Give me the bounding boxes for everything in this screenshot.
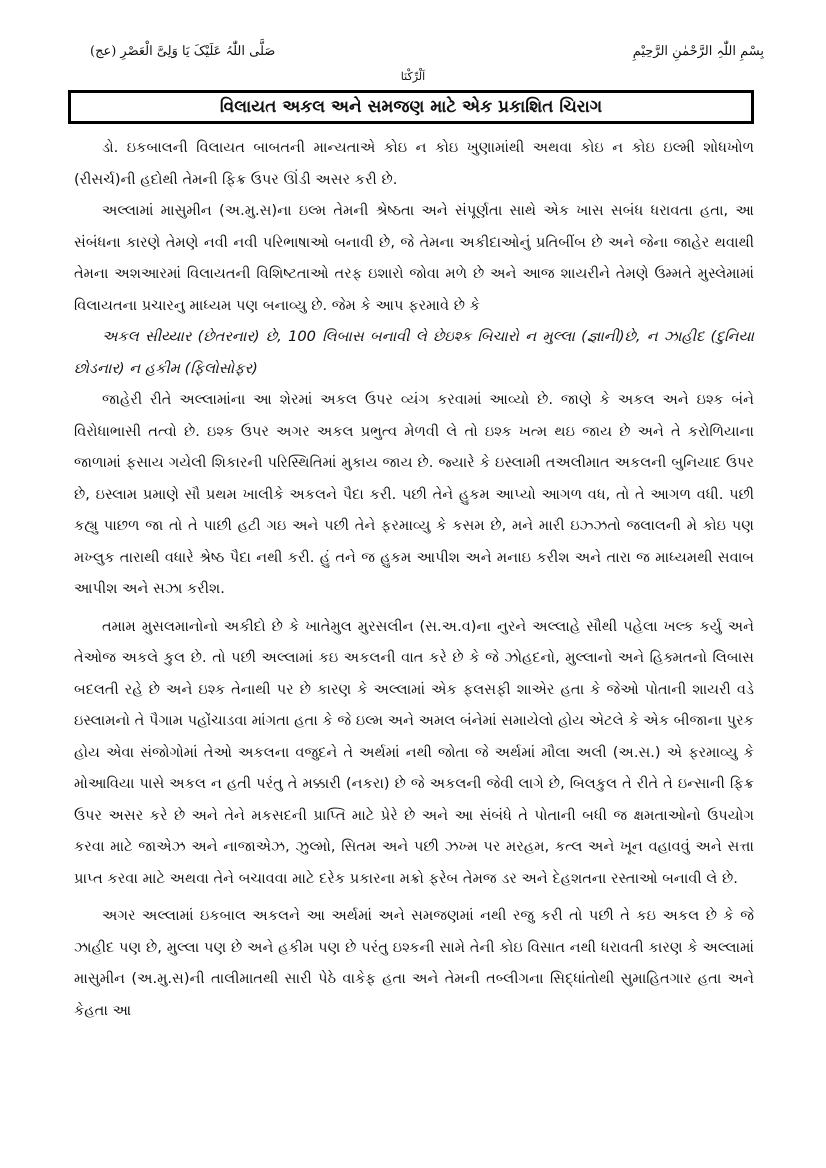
header-salutation: صَلَّی اللّٰہُ عَلَیْکَ یَا وَلِیَّ الْعَصْرِ (عج): [90, 44, 276, 59]
page-title: વિલાયત અકલ અને સમજણ માટે એક પ્રકાશિત ચિરાગ: [219, 97, 603, 117]
article-body: [74, 132, 754, 1026]
paragraph-1: ડો. ઇકબાલની વિલાયત બાબતની માન્યતાએ કોઇ ન કોઇ ખુણામાંથી અથવા કોઇ ન કોઇ ઇલ્મી શોધખોળ (રીસર્ચ)ની હદોથી તેમની ફિક્ર ઉપર ઊંડી અસર કરી છે.: [74, 139, 754, 188]
verse-quote: અકલ સીય્યાર (છેતરનાર) છે, 100 લિબાસ બનાવી લે છેઇશ્ક બિચારો ન મુલ્લા (જ્ઞાની)છે, ન ઝાહીદ (દુનિયા છોડનાર) ન હકીમ (ફિલોસોફર): [74, 328, 754, 377]
paragraph-5: અગર અલ્લામાં ઇકબાલ અકલને આ અર્થમાં અને સમજણમાં નથી રજુ કરી તો પછી તે કઇ અકલ છે કે જે ઝાહીદ પણ છે, મુલ્લા પણ છે અને હકીમ પણ છે પરંતુ ઇશ્કની સામે તેની કોઇ વિસાત નથી ધરાવતી કારણ કે અલ્લામાં માસુમીન (અ.મુ.સ)ની તાલીમાતથી સારી પેઠે વાકેફ હતા અને તેમની તબ્લીગના સિદ્ધાંતોથી સુમાહિતગાર હતા અને કેહતા આ: [74, 907, 754, 1019]
paragraph-2: અલ્લામાં માસુમીન (અ.મુ.સ)ના ઇલ્મ તેમની શ્રેષ્ઠતા અને સંપૂર્ણતા સાથે એક ખાસ સબંધ ધરાવતા હતા, આ સંબંધના કારણે તેમણે નવી નવી પરિભાષાઓ બનાવી છે, જે તેમના અકીદાઓનું પ્રતિબીંબ છે અને જેના જાહેર થવાથી તેમના અશઆરમાં વિલાયતની વિશિષ્ટતાઓ તરફ ઇશારો જોવા મળે છે અને આજ શાયરીને તેમણે ઉમ્મતે મુસ્લેમામાં વિલાયતના પ્રચારનુ માધ્યમ પણ બનાવ્યુ છે. જેમ કે આપ ફરમાવે છે કે: [74, 202, 755, 314]
header-center-mark: اَلْرِّكْنَا: [400, 70, 426, 83]
paragraph-3: જાહેરી રીતે અલ્લામાંના આ શેરમાં અકલ ઉપર વ્યંગ કરવામાં આવ્યો છે. જાણે કે અકલ અને ઇશ્ક બંને વિરોધાભાસી તત્વો છે. ઇશ્ક ઉપર અગર અકલ પ્રભુત્વ મેળવી લે તો ઇશ્ક ખત્મ થઇ જાય છે અને તે કરોળિયાના જાળામાં ફસાય ગયેલી શિકારની પરિસ્થિતિમાં મુકાય જાય છે. જ્યારે કે ઇસ્લામી તઅલીમાત અકલની બુનિયાદ ઉપર છે, ઇસ્લામ પ્રમાણે સૌ પ્રથમ ખાલીકે અકલને પૈદા કરી. પછી તેને હુકમ આપ્યો આગળ વધ, તો તે આગળ વધી. પછી કહ્યુ પાછળ જા તો તે પાછી હટી ગઇ અને પછી તેને ફરમાવ્યુ કે કસમ છે, મને મારી ઇઝ્ઝતો જલાલની મે કોઇ પણ મખ્લુક તારાથી વધારે શ્રેષ્ઠ પૈદા નથી કરી. હું તને જ હુકમ આપીશ અને મનાઇ કરીશ અને તારા જ માધ્યમથી સવાબ આપીશ અને સઝા કરીશ.: [74, 391, 754, 597]
title-box: [68, 90, 754, 124]
header-bismillah: بِسْمِ اللّٰہِ الرَّحْمٰنِ الرَّحِیْمِ: [632, 44, 764, 59]
paragraph-4: તમામ મુસલમાનોનો અકીદો છે કે ખાતેમુલ મુરસલીન (સ.અ.વ)ના નુરને અલ્લાહે સૌથી પહેલા ખલ્ક કર્યુ અને તેઓજ અકલે કુલ છે. તો પછી અલ્લામાં કઇ અકલની વાત કરે છે કે જે ઝોહદનો, મુલ્લાનો અને હિક્મતનો લિબાસ બદલતી રહે છે અને ઇશ્ક તેનાથી પર છે કારણ કે અલ્લામાં એક ફલસફી શાએર હતા કે જેઓ પોતાની શાયરી વડે ઇસ્લામનો તે પૈગામ પહોંચાડવા માંગતા હતા કે જે ઇલ્મ અને અમલ બંનેમાં સમાયેલો હોય એટલે કે એક બીજાના પુરક હોય એવા સંજોગોમાં તેઓ અકલના વજુદને તે અર્થમાં નથી જોતા જે અર્થમાં મૌલા અલી (અ.સ.) એ ફરમાવ્યુ કે મોઆવિયા પાસે અકલ ન હતી પરંતુ તે મક્કારી (નકરા) છે જે અકલની જેવી લાગે છે, બિલકુલ તે રીતે તે ઇન્સાની ફિક્ર ઉપર અસર કરે છે અને તેને મકસદની પ્રાપ્તિ માટે પ્રેરે છે અને આ સંબંધે તે પોતાની બધી જ ક્ષમતાઓનો ઉપયોગ કરવા માટે જાએઝ અને નાજાએઝ, ઝુલ્મો, સિતમ અને પછી ઝખ્મ પર મરહમ, કત્લ અને ખૂન વહાવવું અને સત્તા પ્રાપ્ત કરવા માટે અથવા તેને બચાવવા માટે દરેક પ્રકારના મક્રો ફરેબ તેમજ ડર અને દેહશતના રસ્તાઓ બનાવી લે છે.: [74, 617, 754, 887]
